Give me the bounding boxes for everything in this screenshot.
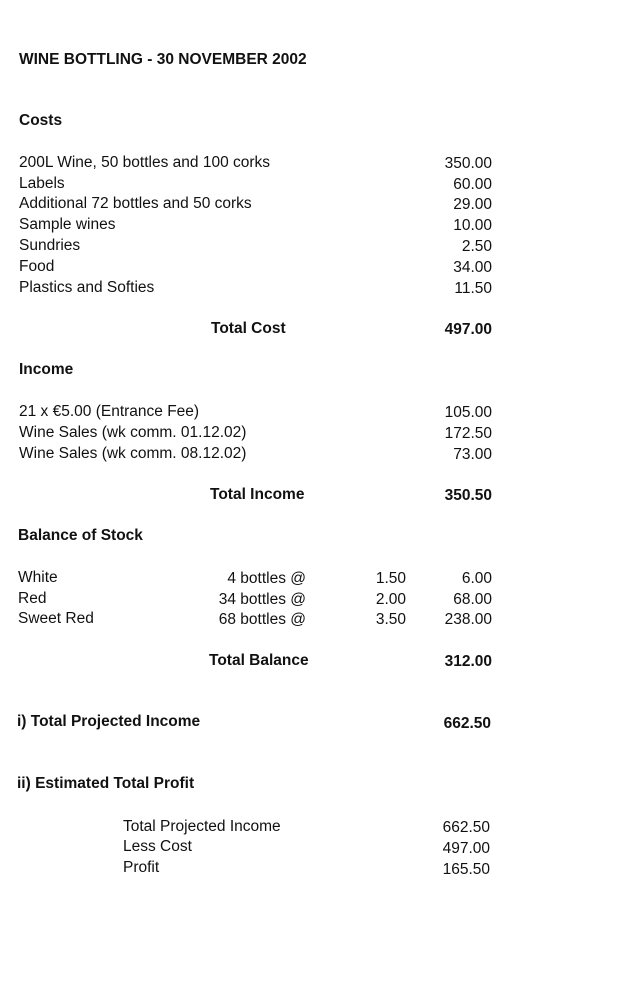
stock-item-label: Sweet Red	[18, 610, 94, 627]
cost-item-amount: 60.00	[453, 176, 492, 193]
cost-item-label: Plastics and Softies	[19, 279, 155, 296]
cost-item-amount: 29.00	[453, 196, 492, 213]
stock-heading: Balance of Stock	[18, 527, 143, 544]
cost-item-label: Sundries	[19, 237, 81, 254]
cost-item-label: Labels	[19, 175, 65, 192]
stock-item-label: Red	[18, 590, 47, 607]
stock-item-amount: 68.00	[453, 591, 492, 608]
cost-item-amount: 34.00	[453, 259, 492, 276]
stock-item-amount: 6.00	[461, 570, 492, 587]
total-balance-label: Total Balance	[209, 652, 309, 669]
profit-heading: ii) Estimated Total Profit	[17, 775, 195, 792]
cost-item-amount: 10.00	[453, 217, 492, 234]
cost-item-label: Food	[19, 258, 55, 275]
profit-item-amount: 662.50	[442, 819, 490, 836]
cost-item-amount: 350.00	[444, 155, 492, 172]
income-item-amount: 73.00	[453, 446, 492, 463]
profit-item-amount: 165.50	[442, 861, 490, 878]
cost-item-label: Additional 72 bottles and 50 corks	[19, 195, 252, 212]
income-item-label: Wine Sales (wk comm. 01.12.02)	[19, 424, 247, 441]
profit-item-label: Less Cost	[123, 838, 192, 855]
stock-item-qty: 34 bottles @	[218, 591, 306, 608]
income-item-amount: 172.50	[444, 425, 492, 442]
profit-item-label: Total Projected Income	[123, 818, 281, 835]
cost-item-label: Sample wines	[19, 216, 116, 233]
document-title: WINE BOTTLING - 30 NOVEMBER 2002	[19, 51, 307, 68]
total-cost-amount: 497.00	[444, 321, 492, 338]
total-income-amount: 350.50	[444, 487, 492, 504]
cost-item-label: 200L Wine, 50 bottles and 100 corks	[19, 154, 271, 171]
income-item-amount: 105.00	[444, 404, 492, 421]
stock-item-qty: 4 bottles @	[227, 570, 306, 587]
profit-item-label: Profit	[123, 859, 160, 876]
total-income-label: Total Income	[210, 486, 305, 503]
cost-item-amount: 11.50	[454, 280, 492, 297]
stock-item-amount: 238.00	[444, 611, 492, 628]
income-heading: Income	[19, 361, 74, 378]
projected-income-amount: 662.50	[443, 715, 491, 732]
income-item-label: Wine Sales (wk comm. 08.12.02)	[19, 445, 247, 462]
stock-item-label: White	[18, 569, 58, 586]
costs-heading: Costs	[19, 112, 63, 129]
total-cost-label: Total Cost	[211, 320, 286, 337]
cost-item-amount: 2.50	[461, 238, 492, 255]
total-balance-amount: 312.00	[444, 653, 492, 670]
stock-item-price: 3.50	[375, 611, 406, 628]
stock-item-price: 2.00	[375, 591, 406, 608]
profit-item-amount: 497.00	[442, 840, 490, 857]
projected-income-label: i) Total Projected Income	[17, 713, 201, 730]
income-item-label: 21 x €5.00 (Entrance Fee)	[19, 403, 200, 420]
stock-item-qty: 68 bottles @	[218, 611, 306, 628]
stock-item-price: 1.50	[375, 570, 406, 587]
